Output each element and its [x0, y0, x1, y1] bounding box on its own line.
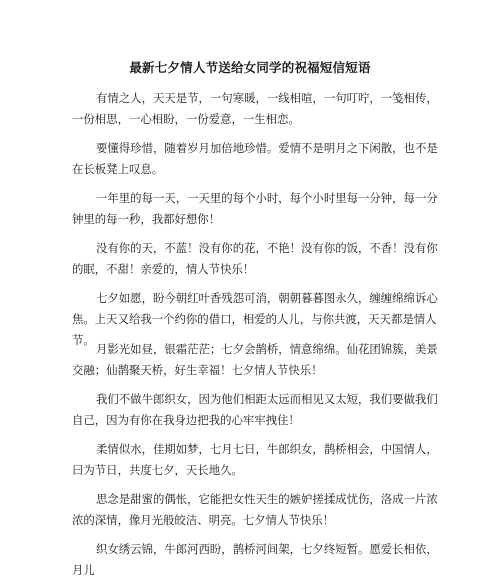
- paragraph-2: 要懂得珍惜，随着岁月加倍地珍惜。爱情不是明月之下闲散，也不是在长板凳上叹息。: [72, 141, 438, 176]
- paragraph-5: 七夕如愿，盼今朝红叶香残怨可消，朝朝暮暮图永久，缠缠绵绵诉心焦。上天又给我一个约你的借口，相爱的人儿，与你共渡，天天都是情人节。: [72, 291, 438, 347]
- paragraph-6: 月影光如昼，银霜茫茫；七夕会鹊桥，情意绵绵。仙花团锦簇，美景交融；仙鹊聚天桥，好生幸福！七夕情人节快乐！: [72, 342, 438, 377]
- paragraph-10: 织女绣云锦，牛郎河西盼，鹊桥河间架，七夕终短暂。愿爱长相依，月儿: [72, 542, 438, 577]
- paragraph-4: 没有你的天，不蓝！没有你的花，不艳！没有你的饭，不香！没有你的眠，不甜！亲爱的，情人节快乐！: [72, 241, 438, 276]
- paragraph-7: 我们不做牛郎织女，因为他们相距太远而相见又太短，我们要做我们自己，因为有你在我身边把我的心牢牢拽住！: [72, 392, 438, 427]
- paragraph-8: 柔情似水，佳期如梦，七月七日，牛郎织女，鹊桥相会，中国情人，曰为节日，共度七夕，天长地久。: [72, 442, 438, 477]
- paragraph-1: 有情之人，天天是节，一句寒暖，一线相喧，一句叮咛，一笺相传，一份相思，一心相盼，一份爱意，一生相恋。: [72, 91, 438, 126]
- paragraph-3: 一年里的每一天，一天里的每个小时，每个小时里每一分钟，每一分钟里的每一秒，我都好想你！: [72, 191, 438, 226]
- document-title: 最新七夕情人节送给女同学的祝福短信短语: [129, 60, 371, 75]
- paragraph-9: 思念是甜蜜的偶怅，它能把女性天生的嫉妒搓揉成忧伤，洛成一片浓浓的深情，像月光般皎洁、明亮。七夕情人节快乐！: [72, 492, 438, 527]
